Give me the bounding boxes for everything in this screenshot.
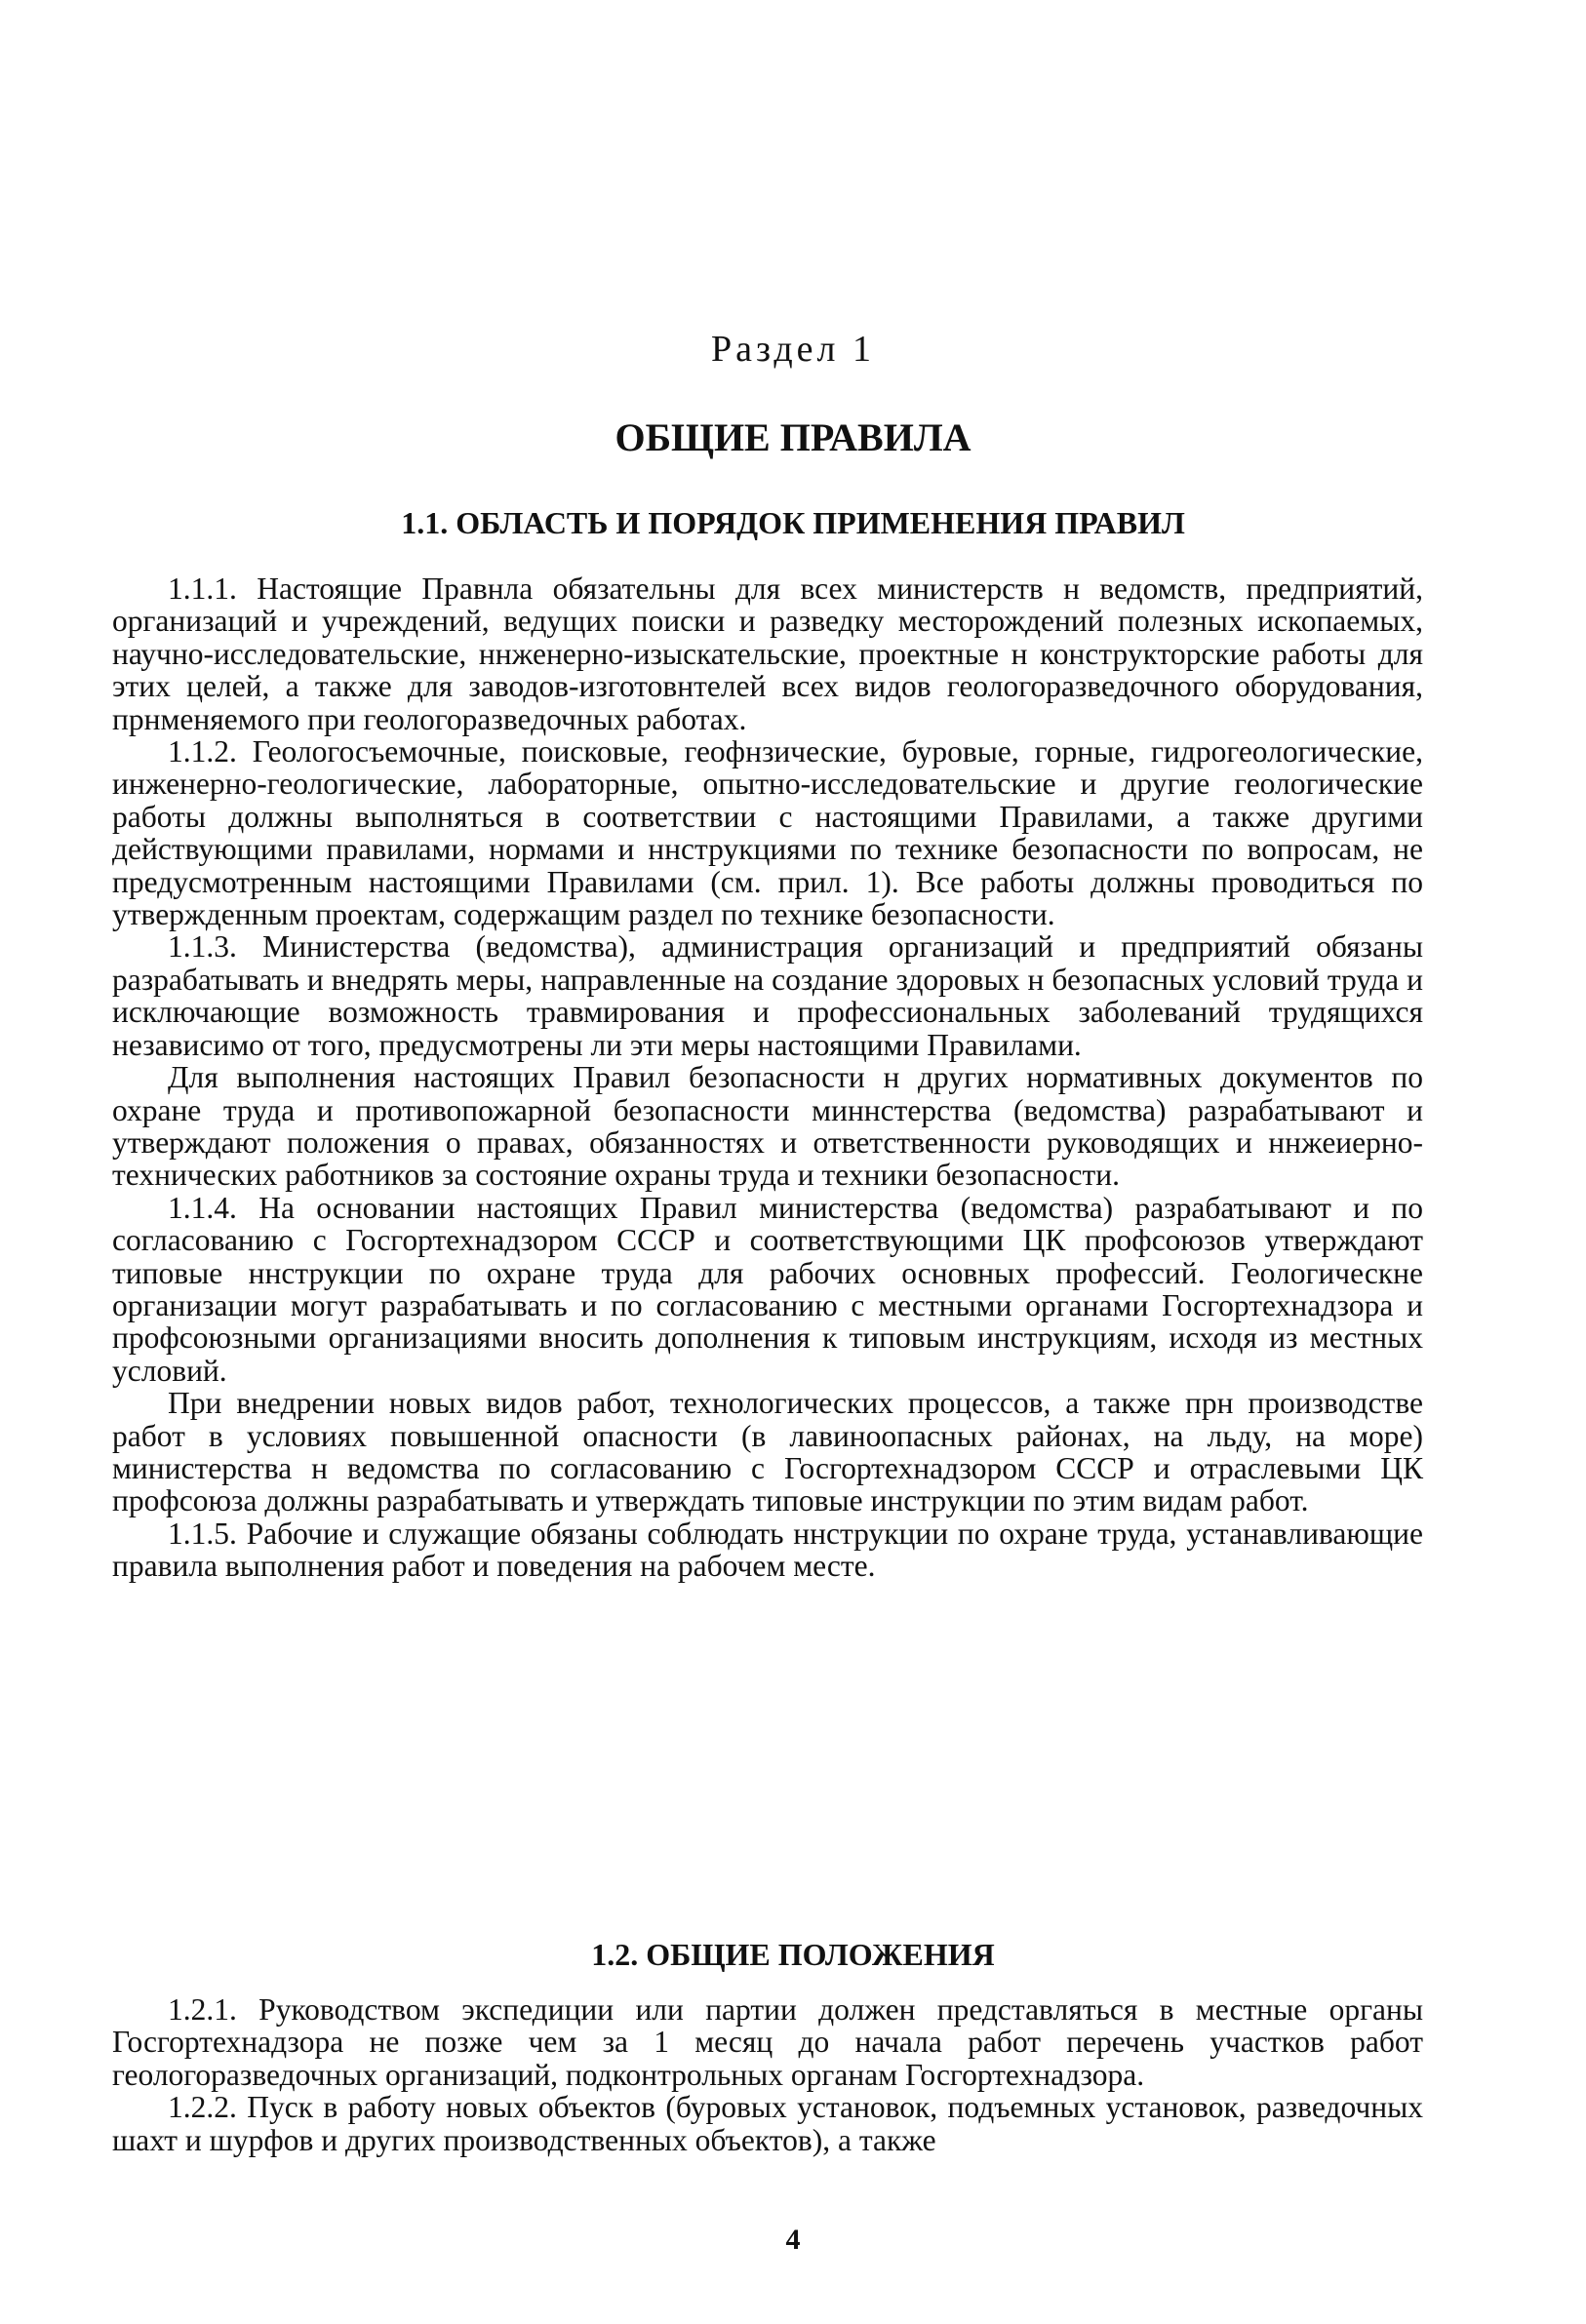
subsection-2-heading: 1.2. ОБЩИЕ ПОЛОЖЕНИЯ xyxy=(591,1937,995,1972)
page-number: 4 xyxy=(785,2224,801,2256)
subsection-2-body xyxy=(112,1993,1423,2156)
subsection-1-body xyxy=(112,572,1423,1583)
paragraph-1-2-2: 1.2.2. Пуск в работу новых объектов (буровых установок, подъемных установок, разведочных шахт и шурфов и других производственных объектов), а также xyxy=(112,2090,1423,2157)
paragraph-1-1-5: 1.1.5. Рабочие и служащие обязаны соблюдать ннструкции по охране труда, устанавливающие правила выполнения работ и поведения на рабочем месте. xyxy=(112,1516,1423,1584)
section-title: ОБЩИЕ ПРАВИЛА xyxy=(615,415,971,459)
paragraph-1-1-4-continued: При внедрении новых видов работ, технологических процессов, а также прн производстве работ в условиях повышенной опасности (в лавиноопасных районах, на льду, на море) министерства н ведомства по согласованию с Госгортехнадзором СССР и отраслевыми ЦК профсоюза должны разрабатывать и утверждать типовые инструкции по этим видам работ. xyxy=(112,1386,1423,1518)
paragraph-1-1-1: 1.1.1. Настоящие Правнла обязательны для всех министерств н ведомств, предприятий, организаций и учреждений, ведущих поиски и разведку месторождений полезных ископаемых, научно-исследовательские, ннженерно-изыскательские, проектные н конструкторские работы для этих целей, а также для заводов-изготовнтелей всех видов геологоразведочного оборудования, прнменяемого при геологоразведочных работах. xyxy=(112,571,1423,736)
paragraph-1-1-4: 1.1.4. На основании настоящих Правил министерства (ведомства) разрабатывают и по согласованию с Госгортехнадзором СССР и соответствующими ЦК профсоюзов утверждают типовые ннструкции по охране труда для рабочих основных профессий. Геологическне организации могут разрабатывать и по согласованию с местными органами Госгортехнадзора и профсоюзными организациями вносить дополнения к типовым инструкциям, исходя из местных условий. xyxy=(112,1190,1423,1388)
paragraph-1-2-1: 1.2.1. Руководством экспедиции или партии должен представляться в местные органы Госгортехнадзора не позже чем за 1 месяц до начала работ перечень участков работ геологоразведочных организаций, подконтрольных органам Госгортехнадзора. xyxy=(112,1992,1423,2092)
paragraph-1-1-2: 1.1.2. Геологосъемочные, поисковые, геофнзические, буровые, горные, гидрогеологические, инженерно-геологические, лабораторные, опытно-исследовательские и другие геологические работы должны выполняться в соответствии с настоящими Правилами, а также другими действующими правилами, нормами и ннструкциями по технике безопасности по вопросам, не предусмотренным настоящими Правилами (см. прил. 1). Все работы должны проводиться по утвержденным проектам, содержащим раздел по технике безопасности. xyxy=(112,734,1423,932)
subsection-1-heading: 1.1. ОБЛАСТЬ И ПОРЯДОК ПРИМЕНЕНИЯ ПРАВИЛ xyxy=(401,505,1185,540)
paragraph-1-1-3-continued: Для выполнения настоящих Правил безопасности н других нормативных документов по охране труда и противопожарной безопасности миннстерства (ведомства) разрабатывают и утверждают положения о правах, обязанностях и ответственности руководящих и ннжеиерно-технических работников за состояние охраны труда и техники безопасности. xyxy=(112,1060,1423,1193)
section-label: Раздел 1 xyxy=(711,329,875,370)
paragraph-1-1-3: 1.1.3. Министерства (ведомства), администрация организаций и предприятий обязаны разрабатывать и внедрять меры, направленные на создание здоровых н безопасных условий труда и исключающие возможность травмирования и профессиональных заболеваний трудящихся независимо от того, предусмотрены ли эти меры настоящими Правилами. xyxy=(112,929,1423,1062)
